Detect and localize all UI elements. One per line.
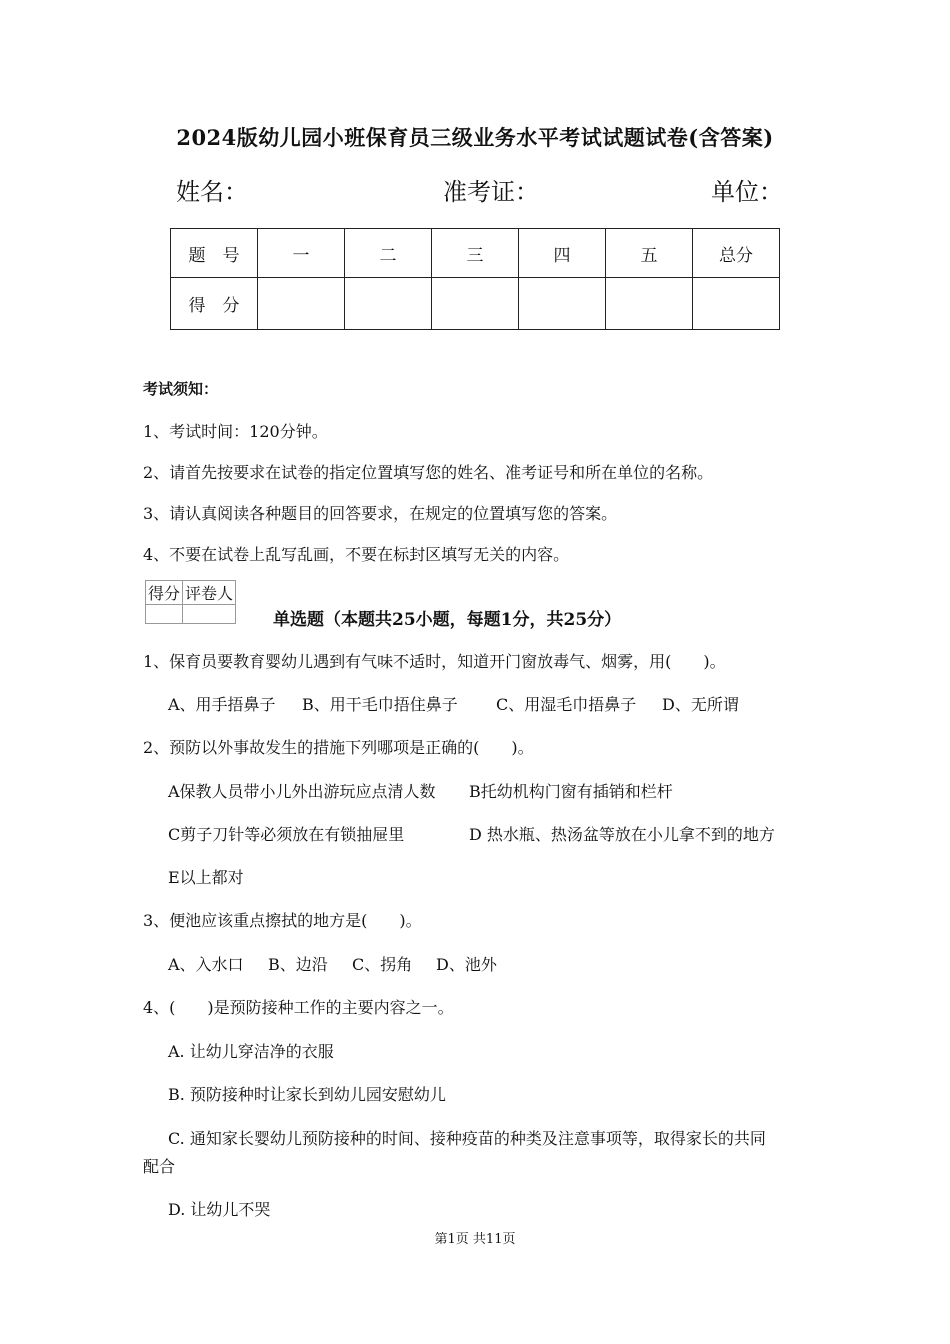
grader-score-label: 得分 bbox=[146, 581, 183, 605]
question-option: D 热水瓶、热汤盆等放在小儿拿不到的地方 bbox=[469, 825, 775, 844]
score-row-label: 得 分 bbox=[171, 278, 258, 330]
question-option: C、用湿毛巾捂鼻子 bbox=[496, 695, 637, 714]
score-cell-2[interactable] bbox=[345, 278, 432, 330]
question-option: B托幼机构门窗有插销和栏杆 bbox=[469, 782, 673, 801]
grader-reviewer-cell[interactable] bbox=[183, 605, 236, 624]
score-header-label: 题 号 bbox=[171, 229, 258, 278]
score-header-total: 总分 bbox=[693, 229, 780, 278]
question-option: A保教人员带小儿外出游玩应点清人数 bbox=[168, 782, 436, 801]
question-option: D、无所谓 bbox=[662, 695, 739, 714]
notice-item: 1、考试时间：120分钟。 bbox=[143, 422, 328, 441]
score-table-score-row bbox=[171, 278, 780, 330]
question-stem: 3、便池应该重点擦拭的地方是( )。 bbox=[143, 911, 422, 930]
unit-field-label: 单位： bbox=[711, 178, 783, 206]
score-header-4: 四 bbox=[519, 229, 606, 278]
score-cell-total[interactable] bbox=[693, 278, 780, 330]
question-option: B、用干毛巾捂住鼻子 bbox=[302, 695, 458, 714]
question-option: A、用手捂鼻子 bbox=[168, 695, 276, 714]
score-header-1: 一 bbox=[258, 229, 345, 278]
question-option-continuation: 配合 bbox=[143, 1157, 176, 1176]
score-header-5: 五 bbox=[606, 229, 693, 278]
notice-item: 3、请认真阅读各种题目的回答要求，在规定的位置填写您的答案。 bbox=[143, 504, 618, 523]
score-cell-3[interactable] bbox=[432, 278, 519, 330]
score-table-header-row bbox=[171, 229, 780, 278]
grader-reviewer-label: 评卷人 bbox=[183, 581, 236, 605]
question-option: C、拐角 bbox=[352, 955, 413, 974]
question-option: A. 让幼儿穿洁净的衣服 bbox=[168, 1042, 334, 1061]
grader-box bbox=[145, 580, 236, 624]
score-header-3: 三 bbox=[432, 229, 519, 278]
question-stem: 1、保育员要教育婴幼儿遇到有气味不适时，知道开门窗放毒气、烟雾，用( )。 bbox=[143, 652, 726, 671]
notice-heading: 考试须知： bbox=[143, 380, 219, 398]
score-cell-1[interactable] bbox=[258, 278, 345, 330]
question-option: E以上都对 bbox=[168, 868, 244, 887]
notice-item: 4、不要在试卷上乱写乱画，不要在标封区填写无关的内容。 bbox=[143, 545, 570, 564]
question-option: D、池外 bbox=[436, 955, 497, 974]
question-option: D. 让幼儿不哭 bbox=[168, 1200, 271, 1219]
question-option: A、入水口 bbox=[168, 955, 244, 974]
question-stem: 2、预防以外事故发生的措施下列哪项是正确的( )。 bbox=[143, 738, 534, 757]
question-option: C. 通知家长婴幼儿预防接种的时间、接种疫苗的种类及注意事项等，取得家长的共同 bbox=[168, 1129, 766, 1148]
document-title: 2024版幼儿园小班保育员三级业务水平考试试题试卷(含答案) bbox=[176, 125, 774, 150]
page-footer: 第1页 共11页 bbox=[434, 1232, 516, 1247]
score-table bbox=[170, 228, 780, 330]
notice-item: 2、请首先按要求在试卷的指定位置填写您的姓名、准考证号和所在单位的名称。 bbox=[143, 463, 714, 482]
score-cell-4[interactable] bbox=[519, 278, 606, 330]
score-header-2: 二 bbox=[345, 229, 432, 278]
score-cell-5[interactable] bbox=[606, 278, 693, 330]
question-option: B. 预防接种时让家长到幼儿园安慰幼儿 bbox=[168, 1085, 446, 1104]
grader-score-cell[interactable] bbox=[146, 605, 183, 624]
question-option: B、边沿 bbox=[268, 955, 328, 974]
question-option: C剪子刀针等必须放在有锁抽屉里 bbox=[168, 825, 405, 844]
name-field-label: 姓名： bbox=[176, 178, 248, 206]
exam-number-field-label: 准考证： bbox=[443, 178, 539, 206]
question-stem: 4、( )是预防接种工作的主要内容之一。 bbox=[143, 998, 454, 1017]
section-title: 单选题（本题共25小题，每题1分，共25分） bbox=[273, 610, 622, 630]
